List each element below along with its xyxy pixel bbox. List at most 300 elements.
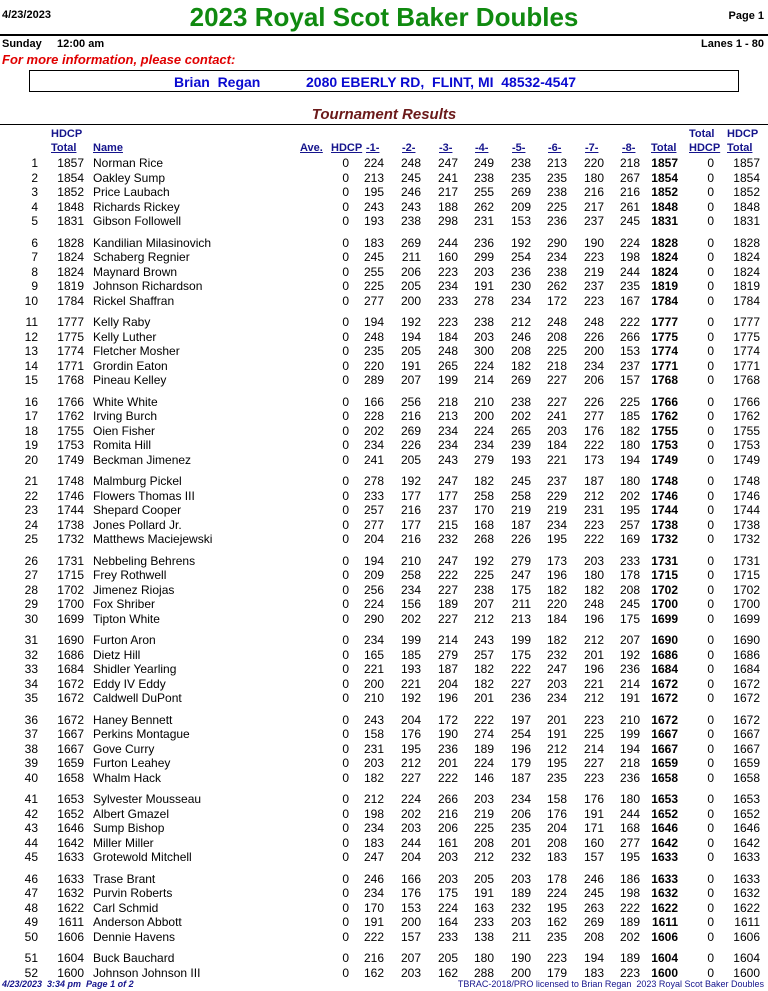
cell-game-8: 180 <box>619 792 640 806</box>
cell-total-hdcp: 0 <box>707 741 714 756</box>
cell-game-6: 196 <box>546 568 567 582</box>
cell-total-hdcp: 0 <box>707 915 714 929</box>
cell-hdcp-total: 1604 <box>57 951 84 965</box>
cell-game-5: 279 <box>510 553 531 568</box>
cell-game-5: 227 <box>510 676 531 691</box>
cell-game-6: 208 <box>546 329 567 344</box>
cell-place: 20 <box>24 452 38 467</box>
cell-hdcp-total: 1684 <box>57 662 84 676</box>
cell-total-hdcp: 0 <box>707 676 714 691</box>
cell-game-5: 222 <box>510 662 531 676</box>
cell-game-1: 289 <box>363 373 384 387</box>
cell-game-2: 205 <box>400 344 421 358</box>
table-row <box>0 438 768 453</box>
cell-game-4: 262 <box>473 199 494 214</box>
table-row <box>0 901 768 916</box>
cell-game-4: 168 <box>473 517 494 532</box>
cell-game-4: 300 <box>473 344 494 358</box>
cell-hdcp: 0 <box>342 676 349 691</box>
cell-hdcp-total: 1622 <box>57 900 84 915</box>
cell-hdcp-total: 1658 <box>57 770 84 785</box>
cell-game-5: 235 <box>510 170 531 185</box>
cell-game-8: 266 <box>619 329 640 344</box>
cell-team-name: Caldwell DuPont <box>93 691 182 705</box>
cell-game-8: 153 <box>619 344 640 358</box>
cell-hdcp-total: 1768 <box>57 373 84 387</box>
cell-game-5: 269 <box>510 373 531 387</box>
table-row <box>0 200 768 215</box>
table-row <box>0 453 768 468</box>
cell-game-4: 207 <box>473 597 494 611</box>
cell-game-1: 234 <box>363 821 384 835</box>
cell-total-hdcp: 0 <box>707 438 714 452</box>
cell-place: 19 <box>24 438 38 452</box>
cell-game-2: 216 <box>400 532 421 546</box>
cell-game-6: 220 <box>546 597 567 611</box>
cell-hdcp-total2: 1824 <box>733 250 760 264</box>
cell-hdcp-total: 1659 <box>57 756 84 770</box>
cell-place: 3 <box>31 185 38 199</box>
table-row <box>0 373 768 388</box>
cell-game-4: 189 <box>473 741 494 756</box>
cell-game-6: 225 <box>546 199 567 214</box>
cell-game-7: 206 <box>583 373 604 387</box>
cell-game-2: 212 <box>400 756 421 770</box>
cell-game-1: 243 <box>363 199 384 214</box>
table-row <box>0 344 768 359</box>
cell-game-1: 170 <box>363 900 384 915</box>
table-row <box>0 265 768 280</box>
table-row <box>0 713 768 728</box>
cell-team-name: Dennie Havens <box>93 929 176 944</box>
cell-hdcp-total: 1831 <box>57 214 84 228</box>
cell-team-name: Richards Rickey <box>93 199 180 214</box>
table-row <box>0 951 768 966</box>
cell-game-8: 244 <box>619 264 640 279</box>
col-hdcp-total2-bottom: Total <box>727 142 753 154</box>
cell-game-6: 182 <box>546 582 567 597</box>
cell-game-3: 222 <box>437 568 458 582</box>
cell-place: 31 <box>24 633 38 647</box>
cell-hdcp: 0 <box>342 582 349 597</box>
cell-game-7: 237 <box>583 214 604 228</box>
cell-team-name: Purvin Roberts <box>93 886 173 900</box>
cell-game-3: 232 <box>437 532 458 546</box>
cell-game-4: 233 <box>473 915 494 929</box>
cell-total: 1667 <box>651 741 678 756</box>
cell-game-4: 192 <box>473 553 494 568</box>
cell-total-hdcp: 0 <box>707 871 714 886</box>
lanes-range: Lanes 1 - 80 <box>701 38 764 50</box>
cell-hdcp: 0 <box>342 553 349 568</box>
cell-game-4: 203 <box>473 264 494 279</box>
cell-game-4: 274 <box>473 727 494 741</box>
cell-game-8: 218 <box>619 156 640 170</box>
col-game-1: -1- <box>366 142 380 154</box>
cell-game-6: 218 <box>546 358 567 373</box>
cell-total-hdcp: 0 <box>707 315 714 329</box>
cell-game-5: 203 <box>510 915 531 929</box>
cell-team-name: Maynard Brown <box>93 264 178 279</box>
col-game-8: -8- <box>622 142 636 154</box>
cell-total: 1658 <box>651 770 678 785</box>
cell-total-hdcp: 0 <box>707 792 714 806</box>
cell-total: 1646 <box>651 821 678 835</box>
cell-total: 1749 <box>651 452 678 467</box>
cell-hdcp: 0 <box>342 373 349 387</box>
cell-place: 26 <box>24 553 38 568</box>
cell-total: 1852 <box>651 185 678 199</box>
cell-game-2: 206 <box>400 264 421 279</box>
cell-game-8: 233 <box>619 553 640 568</box>
cell-hdcp-total: 1606 <box>57 929 84 944</box>
cell-game-7: 203 <box>583 553 604 568</box>
cell-game-6: 176 <box>546 806 567 821</box>
cell-game-3: 214 <box>437 633 458 647</box>
cell-game-6: 236 <box>546 214 567 228</box>
cell-hdcp-total2: 1824 <box>733 264 760 279</box>
cell-game-8: 169 <box>619 532 640 546</box>
cell-hdcp-total: 1672 <box>57 691 84 705</box>
table-row <box>0 554 768 569</box>
table-row <box>0 250 768 265</box>
cell-hdcp: 0 <box>342 647 349 662</box>
cell-game-7: 176 <box>583 423 604 438</box>
cell-place: 13 <box>24 344 38 358</box>
cell-hdcp-total2: 1700 <box>733 597 760 611</box>
cell-game-4: 278 <box>473 293 494 308</box>
table-row <box>0 966 768 981</box>
cell-total: 1611 <box>651 915 678 929</box>
contact-address: 2080 EBERLY RD, FLINT, MI 48532-4547 <box>306 74 577 90</box>
cell-hdcp: 0 <box>342 517 349 532</box>
cell-total-hdcp: 0 <box>707 835 714 850</box>
col-game-3: -3- <box>439 142 453 154</box>
cell-game-6: 235 <box>546 929 567 944</box>
cell-game-5: 258 <box>510 488 531 503</box>
cell-game-4: 225 <box>473 821 494 835</box>
cell-game-3: 184 <box>437 329 458 344</box>
cell-game-2: 200 <box>400 915 421 929</box>
cell-game-3: 244 <box>437 235 458 250</box>
cell-game-2: 202 <box>400 806 421 821</box>
cell-hdcp: 0 <box>342 611 349 626</box>
cell-game-5: 202 <box>510 409 531 423</box>
cell-total-hdcp: 0 <box>707 156 714 170</box>
cell-game-8: 185 <box>619 409 640 423</box>
cell-hdcp-total2: 1828 <box>733 235 760 250</box>
cell-total-hdcp: 0 <box>707 770 714 785</box>
cell-hdcp: 0 <box>342 741 349 756</box>
cell-hdcp-total: 1700 <box>57 597 84 611</box>
cell-game-4: 236 <box>473 235 494 250</box>
cell-game-8: 195 <box>619 850 640 864</box>
cell-game-5: 254 <box>510 250 531 264</box>
cell-game-7: 246 <box>583 871 604 886</box>
cell-hdcp-total: 1646 <box>57 821 84 835</box>
table-row <box>0 930 768 945</box>
cell-game-8: 180 <box>619 438 640 452</box>
cell-game-5: 190 <box>510 951 531 965</box>
cell-hdcp-total2: 1653 <box>733 792 760 806</box>
cell-hdcp-total2: 1667 <box>733 741 760 756</box>
cell-game-5: 235 <box>510 821 531 835</box>
cell-game-4: 205 <box>473 871 494 886</box>
cell-team-name: Sylvester Mousseau <box>93 792 202 806</box>
cell-game-1: 277 <box>363 293 384 308</box>
cell-game-1: 247 <box>363 850 384 864</box>
cell-hdcp-total: 1653 <box>57 792 84 806</box>
table-row <box>0 836 768 851</box>
cell-hdcp: 0 <box>342 770 349 785</box>
table-row <box>0 612 768 627</box>
table-row <box>0 886 768 901</box>
cell-game-6: 208 <box>546 835 567 850</box>
cell-team-name: Sump Bishop <box>93 821 165 835</box>
cell-game-3: 248 <box>437 344 458 358</box>
cell-total-hdcp: 0 <box>707 344 714 358</box>
cell-hdcp-total: 1771 <box>57 358 84 373</box>
cell-game-3: 206 <box>437 821 458 835</box>
cell-total: 1746 <box>651 488 678 503</box>
cell-game-1: 198 <box>363 806 384 821</box>
cell-team-name: Trase Brant <box>93 871 156 886</box>
cell-game-5: 187 <box>510 517 531 532</box>
cell-total: 1622 <box>651 900 678 915</box>
table-row <box>0 597 768 612</box>
cell-total: 1699 <box>651 611 678 626</box>
cell-game-5: 192 <box>510 235 531 250</box>
cell-total: 1854 <box>651 170 678 185</box>
cell-game-6: 224 <box>546 886 567 900</box>
cell-hdcp: 0 <box>342 727 349 741</box>
cell-game-5: 200 <box>510 965 531 980</box>
cell-game-7: 217 <box>583 199 604 214</box>
cell-game-1: 241 <box>363 452 384 467</box>
cell-game-5: 247 <box>510 568 531 582</box>
cell-team-name: Matthews Maciejewski <box>93 532 213 546</box>
cell-total: 1633 <box>651 850 678 864</box>
cell-hdcp: 0 <box>342 156 349 170</box>
cell-game-4: 257 <box>473 647 494 662</box>
cell-game-6: 212 <box>546 741 567 756</box>
table-row <box>0 648 768 663</box>
day-time: Sunday 12:00 am <box>2 38 105 50</box>
cell-game-1: 221 <box>363 662 384 676</box>
cell-place: 24 <box>24 517 38 532</box>
cell-total: 1606 <box>651 929 678 944</box>
cell-game-6: 183 <box>546 850 567 864</box>
cell-game-5: 236 <box>510 691 531 705</box>
cell-place: 36 <box>24 712 38 727</box>
cell-hdcp-total2: 1622 <box>733 900 760 915</box>
cell-game-4: 234 <box>473 438 494 452</box>
cell-game-5: 238 <box>510 394 531 409</box>
cell-hdcp-total: 1738 <box>57 517 84 532</box>
cell-game-3: 172 <box>437 712 458 727</box>
cell-game-6: 262 <box>546 279 567 293</box>
cell-hdcp-total2: 1611 <box>734 915 760 929</box>
cell-hdcp: 0 <box>342 900 349 915</box>
cell-game-7: 208 <box>583 929 604 944</box>
cell-game-3: 266 <box>437 792 458 806</box>
cell-hdcp: 0 <box>342 264 349 279</box>
cell-game-3: 177 <box>437 488 458 503</box>
cell-game-3: 224 <box>437 900 458 915</box>
cell-team-name: Price Laubach <box>93 185 170 199</box>
contact-box <box>29 70 739 92</box>
cell-game-3: 237 <box>437 503 458 517</box>
cell-hdcp-total2: 1766 <box>733 394 760 409</box>
cell-game-6: 204 <box>546 821 567 835</box>
cell-game-2: 176 <box>400 727 421 741</box>
cell-game-2: 177 <box>400 488 421 503</box>
cell-game-1: 257 <box>363 503 384 517</box>
cell-game-5: 246 <box>510 329 531 344</box>
cell-hdcp-total: 1784 <box>57 293 84 308</box>
table-row <box>0 474 768 489</box>
table-row <box>0 662 768 677</box>
cell-place: 15 <box>24 373 38 387</box>
cell-game-3: 164 <box>437 915 458 929</box>
cell-total-hdcp: 0 <box>707 568 714 582</box>
cell-team-name: Grotewold Mitchell <box>93 850 192 864</box>
cell-team-name: Irving Burch <box>93 409 158 423</box>
cell-game-4: 231 <box>473 214 494 228</box>
contact-name: Brian Regan <box>174 74 261 90</box>
cell-game-5: 226 <box>510 532 531 546</box>
cell-total: 1828 <box>651 235 678 250</box>
cell-hdcp-total2: 1632 <box>733 886 760 900</box>
cell-hdcp-total2: 1672 <box>733 691 760 705</box>
cell-place: 22 <box>24 488 38 503</box>
results-title: Tournament Results <box>311 106 457 123</box>
table-row <box>0 214 768 229</box>
cell-game-3: 247 <box>437 474 458 488</box>
cell-game-1: 165 <box>363 647 384 662</box>
cell-game-6: 235 <box>546 770 567 785</box>
cell-game-5: 265 <box>510 423 531 438</box>
cell-game-3: 190 <box>437 727 458 741</box>
cell-team-name: Nebbeling Behrens <box>93 553 196 568</box>
cell-total-hdcp: 0 <box>707 474 714 488</box>
cell-game-3: 233 <box>437 929 458 944</box>
cell-total-hdcp: 0 <box>707 329 714 344</box>
cell-game-8: 194 <box>619 741 640 756</box>
cell-game-6: 195 <box>546 900 567 915</box>
cell-game-2: 227 <box>400 770 421 785</box>
cell-hdcp-total2: 1775 <box>733 329 760 344</box>
cell-game-1: 234 <box>363 886 384 900</box>
cell-total: 1633 <box>651 871 678 886</box>
cell-game-2: 166 <box>400 871 421 886</box>
cell-game-1: 183 <box>363 835 384 850</box>
cell-game-8: 261 <box>619 199 640 214</box>
cell-hdcp-total2: 1690 <box>733 633 760 647</box>
cell-hdcp-total: 1854 <box>57 170 84 185</box>
report-date: 4/23/2023 <box>2 9 51 21</box>
cell-place: 17 <box>24 409 38 423</box>
cell-hdcp-total2: 1667 <box>733 727 760 741</box>
cell-game-1: 255 <box>363 264 384 279</box>
cell-game-5: 199 <box>510 633 531 647</box>
cell-hdcp: 0 <box>342 344 349 358</box>
cell-game-3: 201 <box>437 756 458 770</box>
cell-hdcp: 0 <box>342 185 349 199</box>
cell-game-6: 223 <box>546 951 567 965</box>
cell-total: 1659 <box>651 756 678 770</box>
cell-game-2: 205 <box>400 279 421 293</box>
cell-game-7: 223 <box>583 250 604 264</box>
cell-game-8: 199 <box>619 727 640 741</box>
cell-total-hdcp: 0 <box>707 850 714 864</box>
cell-game-1: 224 <box>363 156 384 170</box>
cell-place: 9 <box>31 279 38 293</box>
cell-hdcp-total: 1642 <box>57 835 84 850</box>
cell-place: 40 <box>24 770 38 785</box>
table-row <box>0 424 768 439</box>
cell-total: 1652 <box>651 806 678 821</box>
cell-game-2: 205 <box>400 452 421 467</box>
cell-game-3: 227 <box>437 611 458 626</box>
cell-total: 1604 <box>651 951 678 965</box>
cell-hdcp-total: 1652 <box>57 806 84 821</box>
cell-hdcp-total: 1746 <box>57 488 84 503</box>
cell-hdcp-total2: 1672 <box>733 712 760 727</box>
table-row <box>0 236 768 251</box>
cell-game-3: 279 <box>437 647 458 662</box>
contact-prompt: For more information, please contact: <box>2 52 236 67</box>
cell-game-7: 212 <box>583 488 604 503</box>
cell-hdcp: 0 <box>342 915 349 929</box>
col-ave: Ave. <box>300 142 323 154</box>
cell-game-1: 191 <box>363 915 384 929</box>
cell-game-6: 179 <box>546 965 567 980</box>
cell-total-hdcp: 0 <box>707 532 714 546</box>
cell-game-7: 214 <box>583 741 604 756</box>
cell-place: 6 <box>31 235 38 250</box>
cell-total: 1672 <box>651 691 678 705</box>
cell-game-6: 178 <box>546 871 567 886</box>
footer-license: TBRAC-2018/PRO licensed to Brian Regan 2023 Royal Scot Baker Doubles <box>457 979 764 989</box>
cell-game-6: 229 <box>546 488 567 503</box>
cell-game-3: 223 <box>437 264 458 279</box>
cell-hdcp-total2: 1777 <box>733 315 760 329</box>
cell-game-2: 248 <box>400 156 421 170</box>
cell-game-4: 238 <box>473 582 494 597</box>
cell-game-5: 232 <box>510 850 531 864</box>
cell-place: 21 <box>24 474 38 488</box>
cell-total-hdcp: 0 <box>707 712 714 727</box>
cell-game-2: 221 <box>400 676 421 691</box>
page-number: Page 1 <box>728 10 764 22</box>
cell-game-2: 246 <box>400 185 421 199</box>
cell-game-3: 196 <box>437 691 458 705</box>
cell-hdcp-total: 1672 <box>57 676 84 691</box>
cell-game-7: 223 <box>583 517 604 532</box>
cell-game-1: 248 <box>363 329 384 344</box>
cell-game-1: 278 <box>363 474 384 488</box>
cell-game-1: 228 <box>363 409 384 423</box>
cell-team-name: Shepard Cooper <box>93 503 182 517</box>
cell-game-4: 170 <box>473 503 494 517</box>
cell-game-5: 213 <box>510 611 531 626</box>
cell-hdcp-total: 1667 <box>57 727 84 741</box>
cell-game-1: 256 <box>363 582 384 597</box>
cell-game-4: 255 <box>473 185 494 199</box>
cell-hdcp-total2: 1746 <box>733 488 760 503</box>
cell-team-name: Perkins Montague <box>93 727 190 741</box>
